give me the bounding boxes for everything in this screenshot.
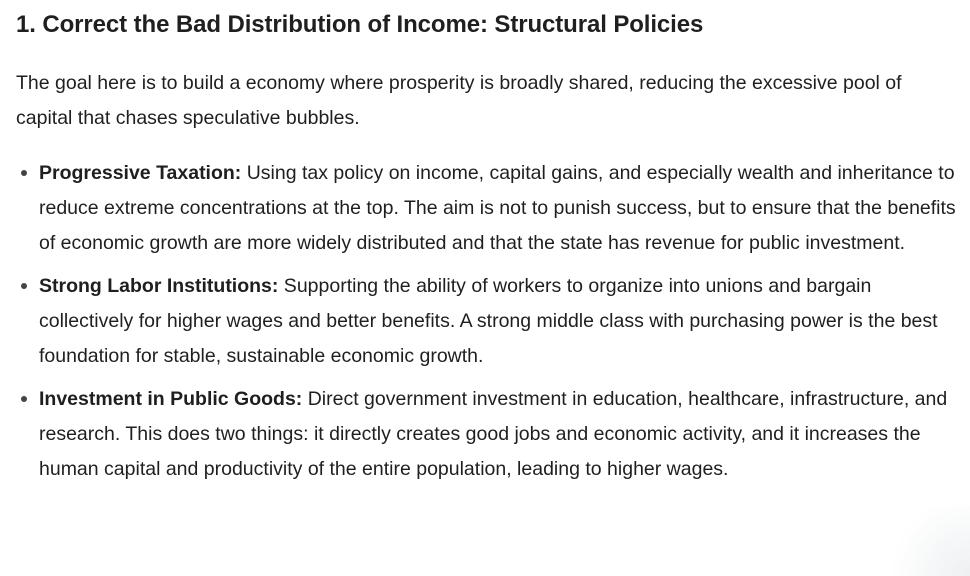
list-item-title: Investment in Public Goods: <box>39 388 303 410</box>
list-item-text: Supporting the ability of workers to organize into unions and bargain collectively for higher wages and better benefits. A strong middle class with purchasing power is the best foundation for stable, sustainable economic growth. <box>39 275 938 367</box>
bullet-dot-icon <box>21 396 27 402</box>
policy-list <box>16 156 956 495</box>
list-item-text: Using tax policy on income, capital gains, and especially wealth and inheritance to reduce extreme concentrations at the top. The aim is not to punish success, but to ensure that the benefits of economic growth are more widely distributed and that the state has revenue for public investment. <box>39 162 956 254</box>
list-item-title: Strong Labor Institutions: <box>39 275 279 297</box>
list-item-text: Direct government investment in education, healthcare, infrastructure, and research. This does two things: it directly creates good jobs and economic activity, and it increases the human capital and productivity of the entire population, leading to higher wages. <box>39 388 948 480</box>
list-item-title: Progressive Taxation: <box>39 162 242 184</box>
intro-paragraph: The goal here is to build a economy where prosperity is broadly shared, reducing the excessive pool of capital that chases speculative bubbles. <box>16 72 902 129</box>
list-item-investment-public-goods <box>16 382 956 487</box>
bullet-dot-icon <box>21 283 27 289</box>
list-item-progressive-taxation <box>16 156 956 261</box>
list-item-strong-labor-institutions <box>16 269 956 374</box>
corner-shadow <box>880 506 970 576</box>
bullet-dot-icon <box>21 170 27 176</box>
section-heading: 1. Correct the Bad Distribution of Income: Structural Policies <box>16 11 704 38</box>
